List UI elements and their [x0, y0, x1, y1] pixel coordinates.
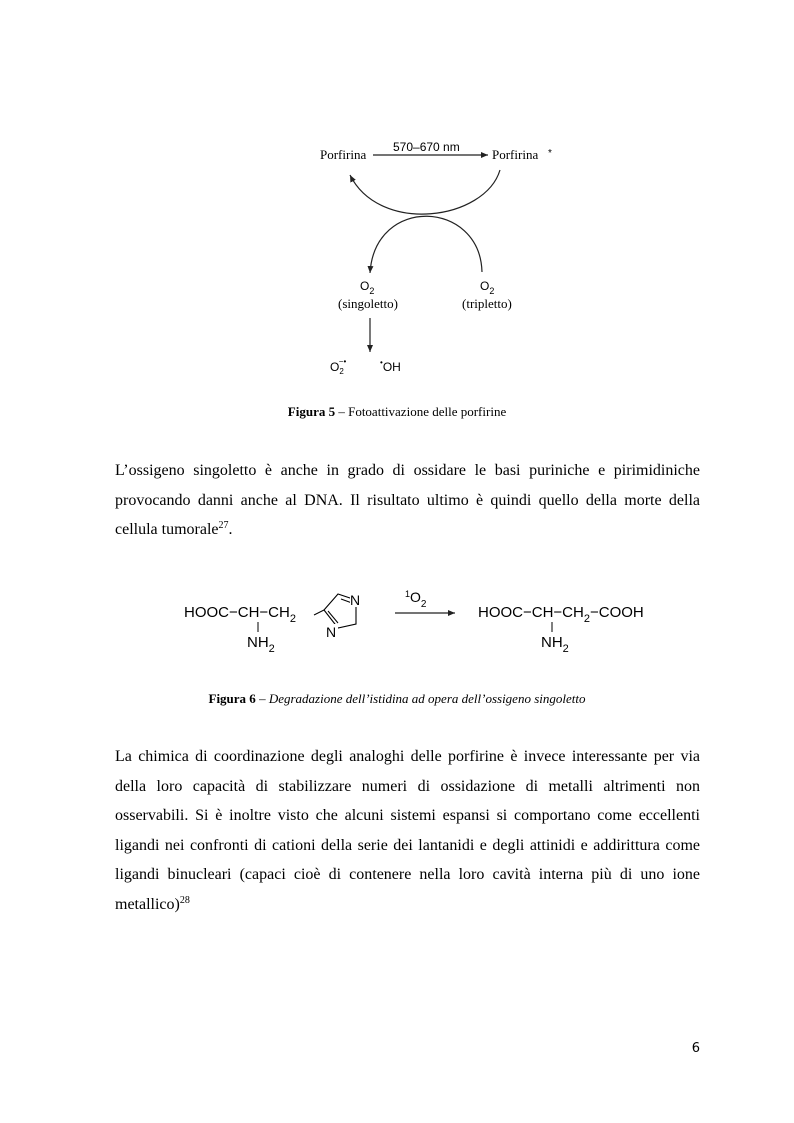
paragraph1-end: . — [228, 521, 233, 538]
paragraph-coordination-chemistry — [115, 742, 700, 919]
page-number: 6 — [691, 1041, 700, 1056]
wavelength-label: 570–670 nm — [393, 140, 460, 154]
porphyrin-photoactivation-diagram — [300, 130, 580, 385]
paragraph1-text: L’ossigeno singoletto è anche in grado di ossidare le basi puriniche e pirimidiniche provocando danni anche al DNA. Il risultato ultimo è quindi quello della morte della cellula tumorale — [115, 462, 700, 538]
figure6-caption-label: Figura 6 — [208, 691, 256, 706]
energy-transfer-arc — [370, 216, 482, 273]
o2-triplet-symbol: $O_2$ — [480, 279, 495, 296]
reference-27: 27 — [218, 520, 229, 531]
o2-singlet-symbol: $O_2$ — [360, 279, 375, 296]
figure5-caption-label: Figura 5 — [287, 404, 336, 419]
ring-nitrogen-bottom: N — [326, 624, 337, 640]
histidine-chain: $HOOC-CH-CH_2$ — [184, 604, 296, 625]
singlet-label: (singoletto) — [338, 296, 398, 311]
figure6-caption-text: – Degradazione dell’istidina ad opera dell’ossigeno singoletto — [255, 691, 586, 706]
reference-28: 28 — [179, 894, 190, 906]
figure6-caption — [0, 691, 794, 707]
ring-nitrogen-top: N — [350, 592, 361, 608]
excited-star: * — [548, 148, 552, 159]
figure5-caption-text: – Fotoattivazione delle porfirine — [335, 404, 507, 419]
hydroxyl-radical-label: •OH — [380, 358, 401, 374]
product-chain: $HOOC-CH-CH_2-COOH$ — [478, 604, 644, 625]
ring-attach-bond — [314, 610, 324, 615]
histidine-degradation-scheme — [180, 580, 680, 655]
superoxide-label: $O_2-•$ — [330, 357, 347, 376]
paragraph2-text: La chimica di coordinazione degli analoghi delle porfirine è invece interessante per via della loro capacità di stabilizzare numeri di ossidazione di metalli altrimenti non osservabili. Si è inoltre visto che alcuni sistemi espansi si comportano come eccellenti ligandi nei confronti di cationi della serie dei lantanidi e degli attinidi e addirittura come ligandi binucleari (capaci cioè di contenere nella loro cavità interna più di uno ione metallico) — [115, 748, 700, 913]
porphyrin-excited-label: Porfirina — [492, 147, 539, 162]
figure5-caption — [0, 404, 794, 420]
relaxation-arc — [350, 170, 500, 214]
paragraph-singlet-oxygen — [115, 456, 700, 545]
singlet-oxygen-reagent: $^1O_2$ — [405, 589, 427, 610]
product-amino: $NH_2$ — [541, 634, 569, 655]
triplet-label: (tripletto) — [462, 296, 512, 311]
porphyrin-ground-label: Porfirina — [320, 147, 367, 162]
histidine-amino: $NH_2$ — [247, 634, 275, 655]
